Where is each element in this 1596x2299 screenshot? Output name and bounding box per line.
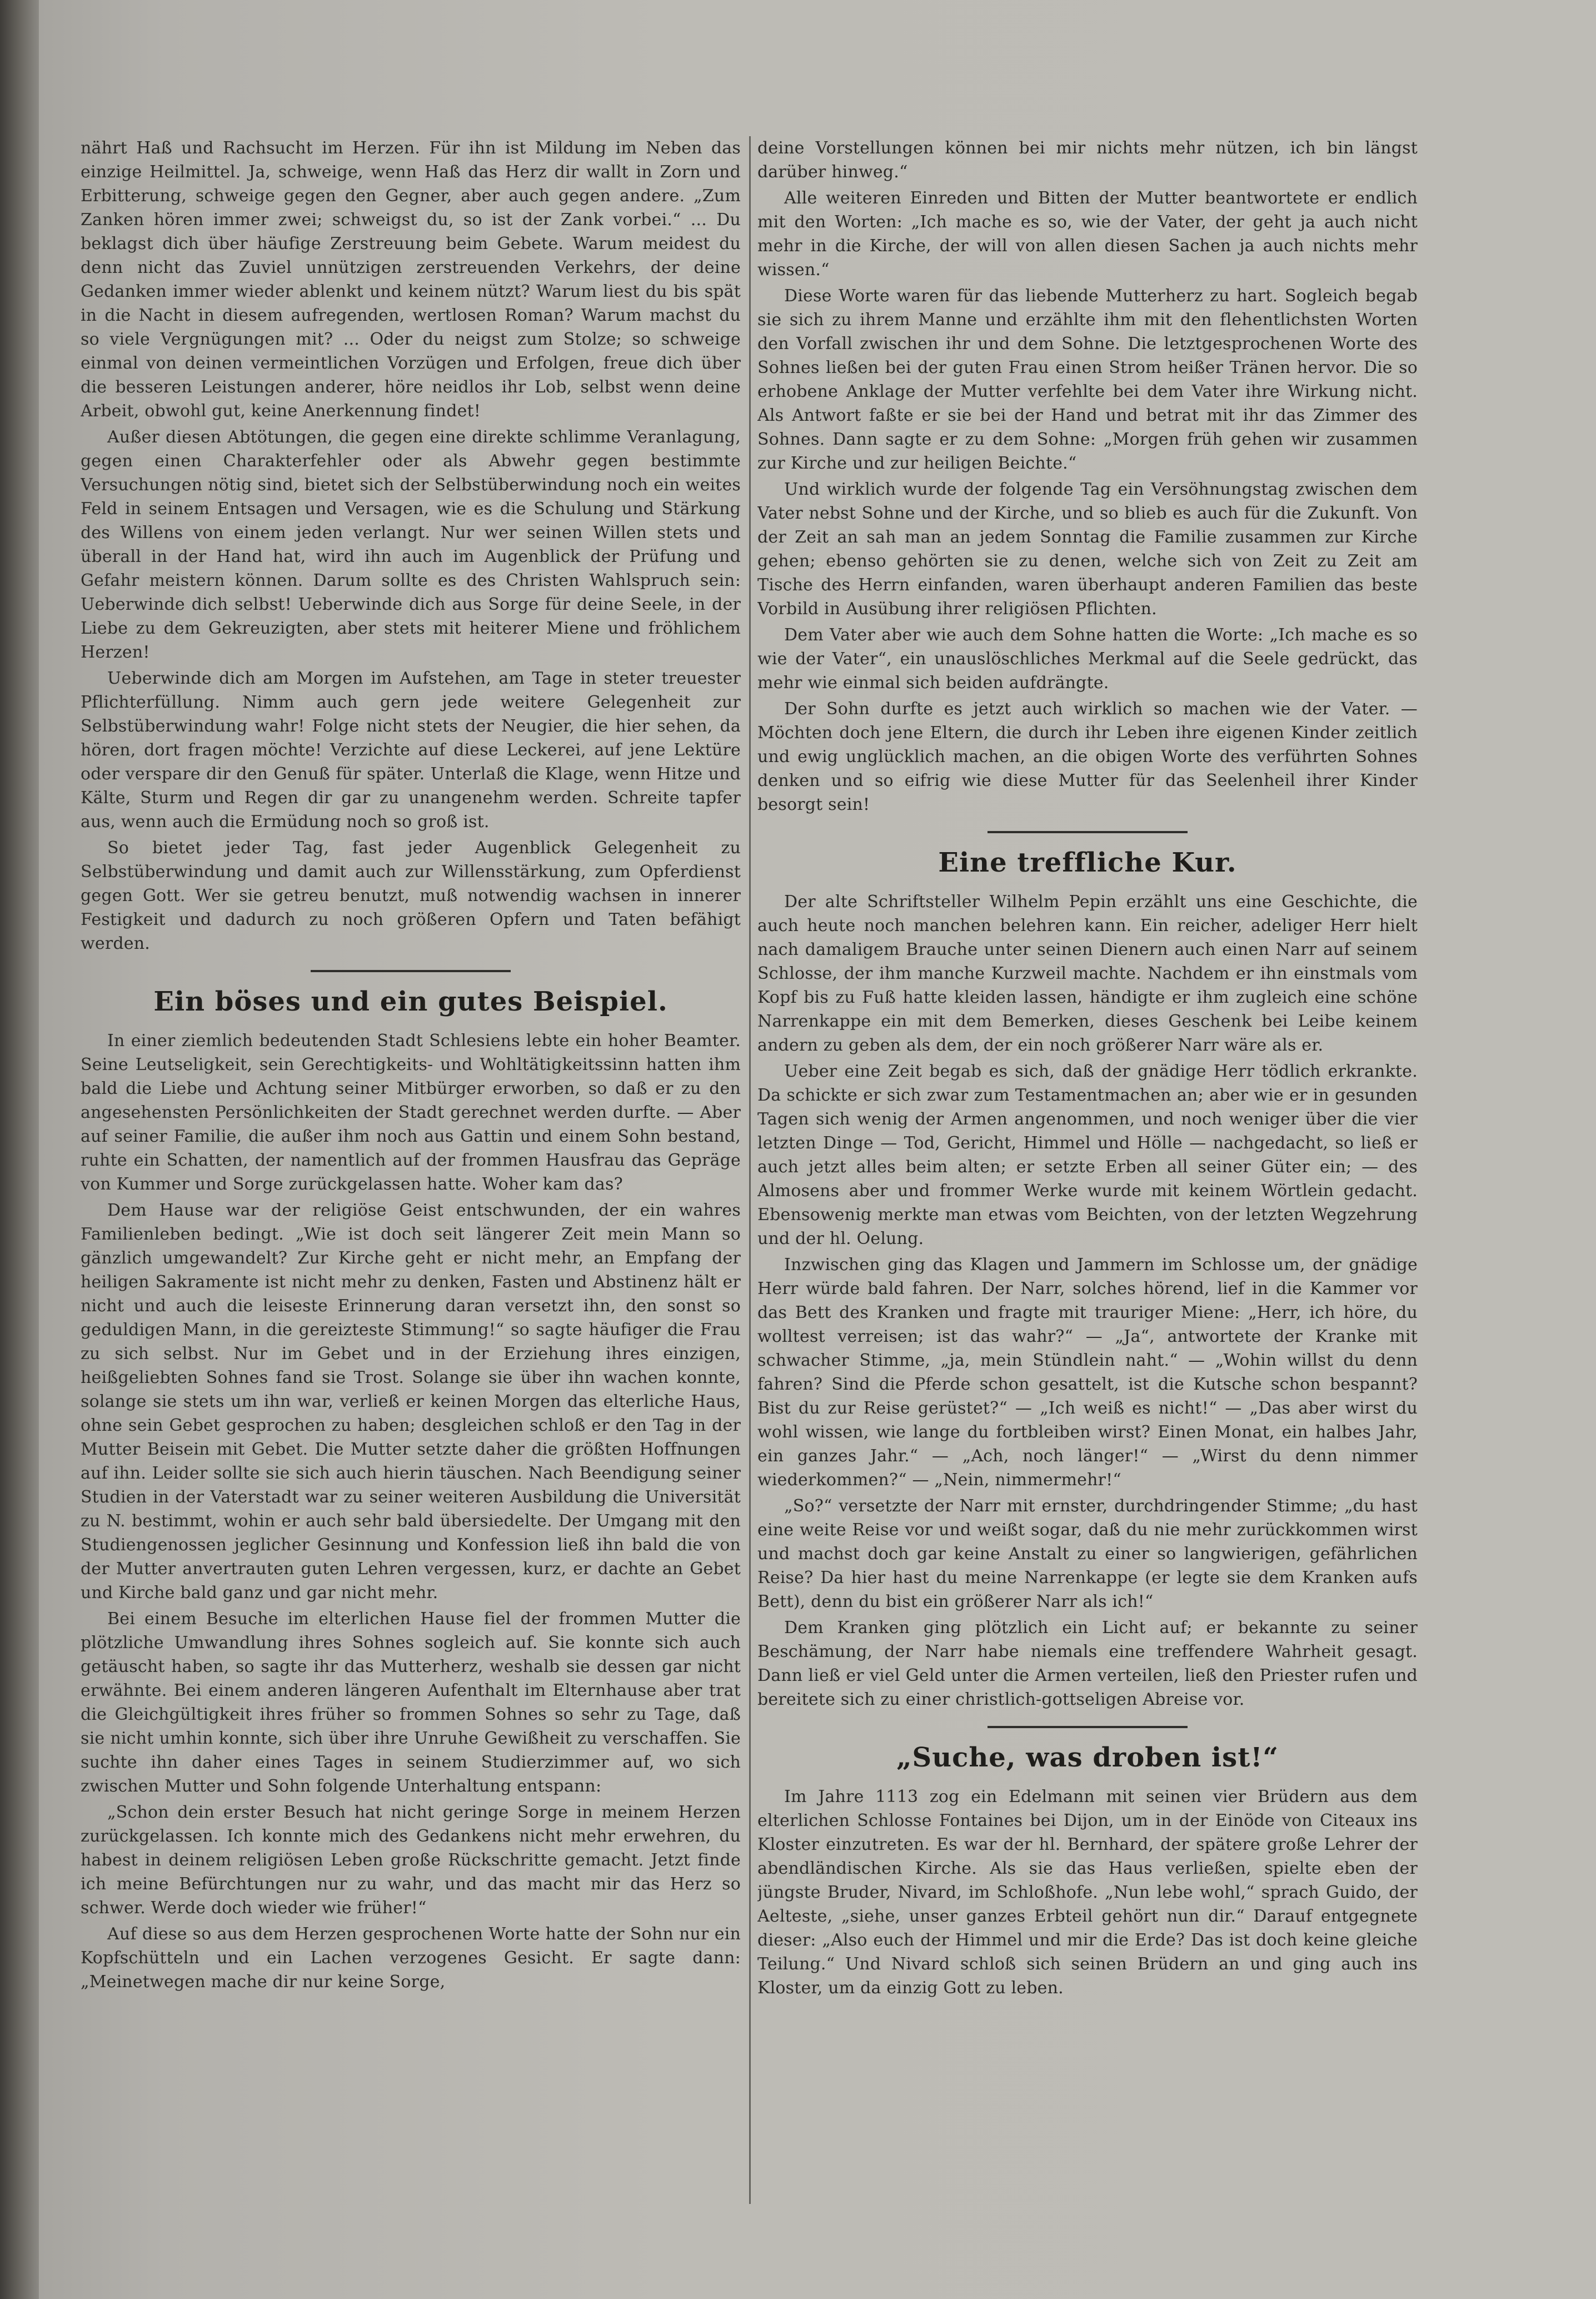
paragraph: Der alte Schriftsteller Wilhelm Pepin erzählt uns eine Geschichte, die auch heute noch manchen belehren kann. Ein reicher, adeliger Herr hielt nach damaligem Brauche unter seinen Dienern auch einen Narr auf seinem Schlosse, der ihm manche Kurzweil machte. Nachdem er ihn einstmals vom Kopf bis zu Fuß hatte kleiden lassen, händigte er ihm zugleich eine schöne Narrenkappe ein mit dem Bemerken, dieses Geschenk bei Leibe keinem andern zu geben als dem, der ein noch größerer Narr wäre als er. (757, 892, 1418, 1055)
paragraph: Außer diesen Abtötungen, die gegen eine direkte schlimme Veranlagung, gegen einen Charakterfehler oder als Abwehr gegen bestimmte Versuchungen nötig sind, bietet sich der Selbstüberwindung noch ein weites Feld in seinem Entsagen und Versagen, wie es die Schulung und Stärkung des Willens von einem jeden verlangt. Nur wer seinen Willen stets und überall in der Hand hat, wird ihn auch im Augenblick der Prüfung und Gefahr meistern können. Darum sollte es des Christen Wahlspruch sein: Ueberwinde dich selbst! Ueberwinde dich aus Sorge für deine Seele, in der Liebe zu dem Gekreuzigten, aber stets mit heiterer Miene und fröhlichem Herzen! (81, 427, 741, 662)
newspaper-sheet (39, 0, 1596, 2299)
paragraph: Bei einem Besuche im elterlichen Hause fiel der frommen Mutter die plötzliche Umwandlung ihres Sohnes sogleich auf. Sie konnte sich auch getäuscht haben, so sagte ihr das Mutterherz, weshalb sie dessen gar nicht erwähnte. Bei einem anderen längeren Aufenthalt im Elternhause aber trat die Gleichgültigkeit ihres früher so frommen Sohnes so sehr zu Tage, daß sie nicht umhin konnte, sich über ihre Unruhe Gewißheit zu verschaffen. Sie suchte ihn daher eines Tages in seinem Studierzimmer auf, wo sich zwischen Mutter und Sohn folgende Unterhaltung entspann: (81, 1609, 741, 1796)
section-rule (987, 831, 1188, 833)
paragraph: In einer ziemlich bedeutenden Stadt Schlesiens lebte ein hoher Beamter. Seine Leutseligkeit, sein Gerechtigkeits- und Wohltätigkeitssinn hatten ihm bald die Liebe und Achtung seiner Mitbürger erworben, so daß er zu den angesehensten Persönlichkeiten der Stadt gerechnet werden durfte. — Aber auf seiner Familie, die außer ihm noch aus Gattin und einem Sohn bestand, ruhte ein Schatten, der namentlich auf der frommen Hausfrau das Gepräge von Kummer und Sorge zurückgelassen hatte. Woher kam das? (81, 1031, 741, 1194)
paragraph: „So?“ versetzte der Narr mit ernster, durchdringender Stimme; „du hast eine weite Reise vor und weißt sogar, daß du nie mehr zurückkommen wirst und machst doch gar keine Anstalt zu einer so langwierigen, gefährlichen Reise? Da hier hast du meine Narrenkappe (er legte sie dem Kranken aufs Bett), denn du bist ein größerer Narr als ich!“ (757, 1496, 1418, 1611)
paragraph: Dem Vater aber wie auch dem Sohne hatten die Worte: „Ich mache es so wie der Vater“, ein unauslöschliches Merkmal auf die Seele gedrückt, das mehr wie einmal sich beiden aufdrängte. (757, 625, 1418, 693)
paragraph: nährt Haß und Rachsucht im Herzen. Für ihn ist Mildung im Neben das einzige Heilmittel. Ja, schweige, wenn Haß das Herz dir wallt in Zorn und Erbitterung, schweige gegen den Gegner, aber auch gegen andere. „Zum Zanken hören immer zwei; schweigst du, so ist der Zank vorbei.“ ... Du beklagst dich über häufige Zerstreuung beim Gebete. Warum meidest du denn nicht das Zuviel unnützigen zerstreuenden Verkehrs, der deine Gedanken immer wieder ablenkt und keinem nützt? Warum liest du bis spät in die Nacht in diesem aufregenden, wertlosen Roman? Warum machst du so viele Vergnügungen mit? ... Oder du neigst zum Stolze; so schweige einmal von deinen vermeintlichen Vorzügen und Erfolgen, freue dich über die besseren Leistungen anderer, höre neidlos ihr Lob, selbst wenn deine Arbeit, obwohl gut, keine Anerkennung findet! (81, 138, 741, 421)
paragraph: Und wirklich wurde der folgende Tag ein Versöhnungstag zwischen dem Vater nebst Sohne und der Kirche, und so blieb es auch für die Zukunft. Von der Zeit an sah man an jedem Sonntag die Familie zusammen zur Kirche gehen; ebenso gehörten sie zu denen, welche sich von Zeit zu Zeit am Tische des Herrn einfanden, waren überhaupt anderen Familien das beste Vorbild in Ausübung ihrer religiösen Pflichten. (757, 480, 1418, 619)
paragraph: Alle weiteren Einreden und Bitten der Mutter beantwortete er endlich mit den Worten: „Ich mache es so, wie der Vater, der geht ja auch nicht mehr in die Kirche, der will von allen diesen Sachen ja auch nichts mehr wissen.“ (757, 188, 1418, 280)
paragraph: Ueber eine Zeit begab es sich, daß der gnädige Herr tödlich erkrankte. Da schickte er sich zwar zum Testamentmachen an; aber wie er in gesunden Tagen sich wenig der Armen angenommen, und noch weniger über die vier letzten Dinge — Tod, Gericht, Himmel und Hölle — nachgedacht, so ließ er auch jetzt alles beim alten; er setzte Erben all seiner Güter ein; — des Almosens aber und frommer Werke wurde mit keinem Wörtlein gedacht. Ebensowenig merkte man etwas vom Beichten, von der letzten Wegzehrung und der hl. Oelung. (757, 1062, 1418, 1248)
binding-edge (0, 0, 39, 2299)
paragraph: Dem Hause war der religiöse Geist entschwunden, der ein wahres Familienleben bedingt. „Wie ist doch seit längerer Zeit mein Mann so gänzlich umgewandelt? Zur Kirche geht er nicht mehr, an Empfang der heiligen Sakramente ist nicht mehr zu denken, Fasten und Abstinenz hält er nicht und auch die leiseste Erinnerung daran versetzt ihn, den sonst so geduldigen Mann, in die gereizteste Stimmung!“ so sagte häufiger die Frau zu sich selbst. Nur im Gebet und in der Erziehung ihres einzigen, heißgeliebten Sohnes fand sie Trost. Solange sie über ihn wachen konnte, solange sie stets um ihn war, verließ er keinen Morgen das elterliche Haus, ohne sein Gebet gesprochen zu haben; desgleichen schloß er den Tag in der Mutter Beisein mit Gebet. Die Mutter setzte daher die größten Hoffnungen auf ihn. Leider sollte sie sich auch hierin täuschen. Nach Beendigung seiner Studien in der Vaterstadt war zu seiner weiteren Ausbildung die Universität zu N. bestimmt, wohin er auch sehr bald übersiedelte. Der Umgang mit den Studiengenossen jeglicher Gesinnung und Konfession ließ ihn bald die von der Mutter anvertrauten guten Lehren vergessen, kurz, er dachte an Gebet und Kirche bald ganz und gar nicht mehr. (81, 1201, 741, 1603)
paragraph: Dem Kranken ging plötzlich ein Licht auf; er bekannte zu seiner Beschämung, der Narr habe niemals eine treffendere Wahrheit gesagt. Dann ließ er viel Geld unter die Armen verteilen, ließ den Priester rufen und bereitete sich zu einer christlich-gottseligen Abreise vor. (757, 1618, 1418, 1709)
paragraph: deine Vorstellungen können bei mir nichts mehr nützen, ich bin längst darüber hinweg.“ (757, 138, 1418, 182)
paragraph: Inzwischen ging das Klagen und Jammern im Schlosse um, der gnädige Herr würde bald fahren. Der Narr, solches hörend, lief in die Kammer vor das Bett des Kranken und fragte mit trauriger Miene: „Herr, ich höre, du wolltest verreisen; ist das wahr?“ — „Ja“, antwortete der Kranke mit schwacher Stimme, „ja, mein Stündlein naht.“ — „Wohin willst du denn fahren? Sind die Pferde schon gesattelt, ist die Kutsche schon bespannt? Bist du zur Reise gerüstet?“ — „Ich weiß es nicht!“ — „Das aber wirst du wohl wissen, wie lange du fortbleiben wirst? Einen Monat, ein halbes Jahr, ein ganzes Jahr.“ — „Ach, noch länger!“ — „Wirst du denn nimmer wiederkommen?“ — „Nein, nimmermehr!“ (757, 1255, 1418, 1490)
paragraph: Auf diese so aus dem Herzen gesprochenen Worte hatte der Sohn nur ein Kopfschütteln und ein Lachen verzogenes Gesicht. Er sagte dann: „Meinetwegen mache dir nur keine Sorge, (81, 1924, 741, 1992)
left-column (81, 136, 741, 2204)
paragraph: Der Sohn durfte es jetzt auch wirklich so machen wie der Vater. — Möchten doch jene Eltern, die durch ihr Leben ihre eigenen Kinder zeitlich und ewig unglücklich machen, an die obigen Worte des verführten Sohnes denken und so eifrig wie diese Mutter für das Seelenheil ihrer Kinder besorgt sein! (757, 699, 1418, 814)
text-area (81, 136, 1475, 2204)
paragraph: Diese Worte waren für das liebende Mutterherz zu hart. Sogleich begab sie sich zu ihrem Manne und erzählte ihm mit den flehentlichsten Worten den Vorfall zwischen ihr und dem Sohne. Die letztgesprochenen Worte des Sohnes ließen bei der guten Frau einen Strom heißer Tränen hervor. Die so erhobene Anklage der Mutter verfehlte bei dem Vater ihre Wirkung nicht. Als Antwort faßte er sie bei der Hand und betrat mit ihr das Zimmer des Sohnes. Dann sagte er zu dem Sohne: „Morgen früh gehen wir zusammen zur Kirche und zur heiligen Beichte.“ (757, 286, 1418, 473)
paragraph: Ueberwinde dich am Morgen im Aufstehen, am Tage in steter treuester Pflichterfüllung. Nimm auch gern jede weitere Gelegenheit zur Selbstüberwindung wahr! Folge nicht stets der Neugier, die hier sehen, da hören, dort fragen möchte! Verzichte auf diese Leckerei, auf jene Lektüre oder verspare dir den Genuß für später. Unterlaß die Klage, wenn Hitze und Kälte, Sturm und Regen dir gar zu unangenehm werden. Schreite tapfer aus, wenn auch die Ermüdung noch so groß ist. (81, 669, 741, 832)
article-heading: Ein böses und ein gutes Beispiel. (153, 986, 668, 1017)
article-heading: Eine treffliche Kur. (938, 847, 1237, 878)
section-rule (311, 970, 511, 972)
paragraph: So bietet jeder Tag, fast jeder Augenblick Gelegenheit zu Selbstüberwindung und damit auch zur Willensstärkung, zum Opferdienst gegen Gott. Wer sie getreu benutzt, muß notwendig wachsen in innerer Festigkeit und dadurch zu noch größeren Opfern und Taten befähigt werden. (81, 838, 741, 953)
paragraph: Im Jahre 1113 zog ein Edelmann mit seinen vier Brüdern aus dem elterlichen Schlosse Fontaines bei Dijon, um in der Einöde von Citeaux ins Kloster einzutreten. Es war der hl. Bernhard, der spätere große Lehrer der abendländischen Kirche. Als sie das Haus verließen, spielte eben der jüngste Bruder, Nivard, im Schloßhofe. „Nun lebe wohl,“ sprach Guido, der Aelteste, „siehe, unser ganzes Erbteil gehört nun dir.“ Darauf entgegnete dieser: „Also euch der Himmel und mir die Erde? Das ist doch keine gleiche Teilung.“ Und Nivard schloß sich seinen Brüdern an und ging auch ins Kloster, um da einzig Gott zu leben. (757, 1787, 1418, 1998)
article-heading: „Suche, was droben ist!“ (896, 1742, 1279, 1773)
paragraph: „Schon dein erster Besuch hat nicht geringe Sorge in meinem Herzen zurückgelassen. Ich konnte mich des Gedankens nicht mehr erwehren, du habest in deinem religiösen Leben große Rückschritte gemacht. Jetzt finde ich meine Befürchtungen nur zu wahr, und das macht mir das Herz so schwer. Werde doch wieder wie früher!“ (81, 1803, 741, 1918)
column-divider (749, 136, 751, 2204)
right-column (757, 136, 1418, 2204)
section-rule (987, 1726, 1188, 1728)
